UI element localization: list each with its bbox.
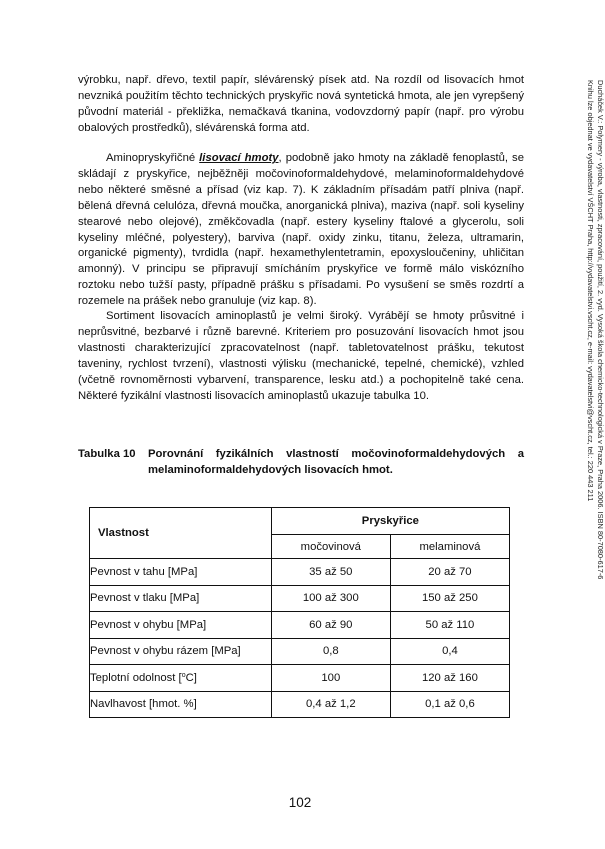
header-melaminova: melaminová [390, 535, 509, 559]
row-melamine-value: 0,4 [390, 638, 509, 665]
row-melamine-value: 0,1 až 0,6 [390, 691, 509, 718]
row-name-pre: Teplotní odolnost [ [90, 671, 182, 684]
side-note-order-info: Knihu lze objednat ve vydavatelství VŠCHT Praha, http://vydavatelstvi.vscht.cz, e-mail: vydavatelstvi@vscht.cz, tel.: 220 443 211 [586, 80, 596, 502]
properties-table [89, 507, 510, 718]
row-melamine-value: 50 až 110 [390, 612, 509, 639]
row-name: Navlhavost [hmot. %] [90, 691, 272, 718]
paragraph-3: Sortiment lisovacích aminoplastů je velmi široký. Vyrábějí se hmoty průsvitné i neprůsvitné, bezbarvé i různě barevné. Kriteriem pro posuzování lisovacích hmot jsou vlastnosti charakterizující zpracovatelnost (např. tabletovatelnost prášku, tekutost taveniny, rychlost tvrzení), vlastnosti výlisku (mechanické, tepelné, chemické), vzhled (včetně rovnoměrnosti vybarvení, transparence, lesku atd.) a pochopitelně také cena. Některé fyzikální vlastnosti lisovacích aminoplastů ukazuje tabulka 10. [78, 310, 524, 402]
row-melamine-value: 150 až 250 [390, 585, 509, 612]
row-urea-value: 35 až 50 [271, 559, 390, 586]
row-name: Pevnost v tlaku [MPa] [90, 585, 272, 612]
row-name: Pevnost v ohybu rázem [MPa] [90, 638, 272, 665]
side-note [565, 80, 605, 620]
row-urea-value: 0,4 až 1,2 [271, 691, 390, 718]
paragraph-2-lead: Aminopryskyřičné [106, 152, 200, 164]
table-row [90, 691, 510, 718]
row-name: Pevnost v tahu [MPa] [90, 559, 272, 586]
row-urea-value: 100 až 300 [271, 585, 390, 612]
paragraph-2 [78, 151, 524, 310]
row-melamine-value: 20 až 70 [390, 559, 509, 586]
page-number: 102 [288, 795, 312, 810]
header-pryskyrice: Pryskyřice [271, 508, 509, 535]
table-row [90, 612, 510, 639]
table-row [90, 638, 510, 665]
paragraph-2-rest: , podobně jako hmoty na základě fenoplastů, se skládají z pryskyřice, nejběžněji močovinoformaldehydové, melaminoformaldehydové nebo některé směsné a přísad (viz kap. 7). K základním přísadám patří plniva (např. bělená dřevná celulóza, dřevná moučka, anorganická plniva), maziva (např. soli kyseliny stearové nebo olejové), změkčovadla (např. estery kyseliny ftalové a glycerolu, soli kyseliny mléčné, polyestery), barviva (např. oxidy zinku, titanu, železa, ultramarin, organické pigmenty), tvrdidla (např. hexamethylentetramin, epoxysloučeniny, uhličitan amonný). V principu se připravují smícháním pryskyřice ve formě málo viskózního roztoku nebo tužší pasty, případně prášku s přísadami. Po vysušení se směs rozdrtí a rozemele na prášek nebo granuluje (viz kap. 8). [78, 152, 524, 308]
row-name: Pevnost v ohybu [MPa] [90, 612, 272, 639]
paragraph-1: výrobku, např. dřevo, textil papír, slévárenský písek atd. Na rozdíl od lisovacích hmot nevzniká použitím těchto technických pryskyřic nová syntetická hmota, ale jen vyrepšený původní materiál - překližka, nemačkavá tkanina, vodovzdorný papír (např. pro výrobu obalových prostředků), slévárenská forma atd. [78, 74, 524, 134]
side-note-citation: Ducháček V.: Polymery - výroba, vlastnosti, zpracování, použití, 2. vyd. Vysoká škola chemicko-technologická v Praze, Praha 2006. ISBN 80-7080-617-6 [596, 80, 605, 580]
row-urea-value: 60 až 90 [271, 612, 390, 639]
term-lisovaci-hmoty: lisovací hmoty [199, 152, 279, 164]
row-melamine-value: 120 až 160 [390, 665, 509, 692]
table-caption-label: Tabulka 10 [78, 448, 136, 460]
header-mocovinova: močovinová [271, 535, 390, 559]
table-row [90, 559, 510, 586]
degree-superscript: o [181, 671, 186, 679]
row-name-post: C] [185, 671, 197, 684]
table-row [90, 585, 510, 612]
row-urea-value: 0,8 [271, 638, 390, 665]
table-caption-text: Porovnání fyzikálních vlastností močovinoformaldehydových a melaminoformaldehydových lisovacích hmot. [148, 448, 524, 476]
header-vlastnost: Vlastnost [90, 508, 272, 559]
table-row [90, 665, 510, 692]
row-name [90, 665, 272, 692]
row-urea-value: 100 [271, 665, 390, 692]
table-caption [78, 447, 524, 478]
